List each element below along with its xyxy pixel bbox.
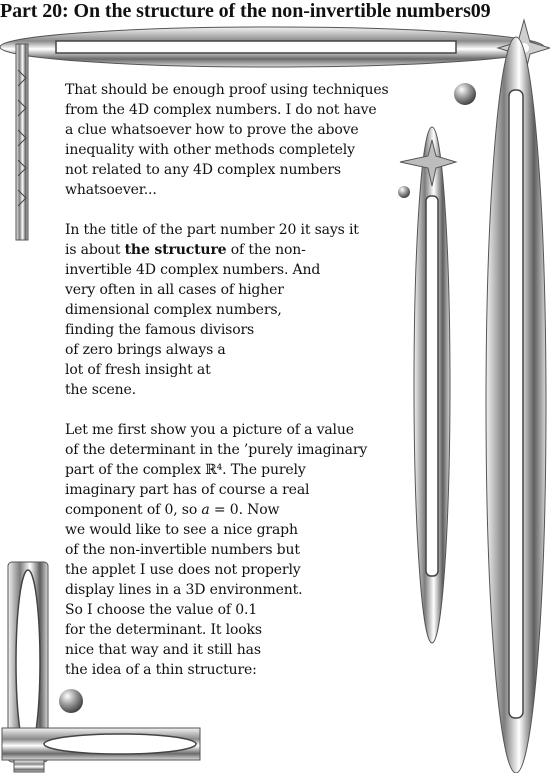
text-line: from the 4D complex numbers. I do not have bbox=[65, 102, 377, 118]
text-line: That should be enough proof using techniques bbox=[65, 82, 389, 98]
paragraph-2 bbox=[65, 220, 359, 400]
text-line: inequality with other methods completely bbox=[65, 142, 355, 158]
left-vertical-strip bbox=[16, 44, 28, 240]
text-line: very often in all cases of higher bbox=[65, 282, 284, 298]
text-line: a clue whatsoever how to prove the above bbox=[65, 122, 359, 138]
text-line: invertible 4D complex numbers. And bbox=[65, 262, 321, 278]
text-line: we would like to see a nice graph bbox=[65, 522, 298, 538]
text-line: not related to any 4D complex numbers bbox=[65, 162, 341, 178]
text-line: of the determinant in the ’purely imaginary bbox=[65, 442, 368, 458]
text-line: lot of fresh insight at bbox=[65, 362, 211, 378]
text-line: the applet I use does not properly bbox=[65, 562, 301, 578]
bottom-horizontal-bar bbox=[2, 728, 200, 772]
text-line: finding the famous divisors bbox=[65, 322, 255, 338]
paragraph-3 bbox=[65, 420, 367, 680]
text-line: component of 0, so a = 0. Now bbox=[65, 502, 280, 518]
text-line: for the determinant. It looks bbox=[65, 622, 262, 638]
text-line: So I choose the value of 0.1 bbox=[65, 602, 258, 618]
paragraph-1 bbox=[65, 80, 389, 200]
right-large-oval-frame bbox=[486, 37, 546, 773]
text-line: imaginary part has of course a real bbox=[65, 482, 310, 498]
metal-ball-bottom bbox=[59, 689, 83, 713]
text-line: Let me first show you a picture of a value bbox=[65, 422, 354, 438]
math-variable-a: a bbox=[201, 502, 210, 518]
top-oval-frame bbox=[0, 27, 544, 67]
page-title: Part 20: On the structure of the non-invertible numbers09 bbox=[0, 0, 491, 22]
metal-ball-top bbox=[454, 83, 476, 105]
text-line: nice that way and it still has bbox=[65, 642, 261, 658]
text-line: of zero brings always a bbox=[65, 342, 226, 358]
text-line: the scene. bbox=[65, 382, 136, 398]
text-line: the idea of a thin structure: bbox=[65, 662, 257, 678]
bold-phrase: the structure bbox=[124, 242, 227, 258]
math-r4: ℝ⁴ bbox=[205, 462, 223, 478]
text-line: whatsoever... bbox=[65, 182, 157, 198]
text-line: In the title of the part number 20 it says it bbox=[65, 222, 359, 238]
right-middle-oval-frame bbox=[414, 127, 450, 643]
text-line: part of the complex ℝ⁴. The purely bbox=[65, 462, 306, 478]
text-line: of the non-invertible numbers but bbox=[65, 542, 300, 558]
text-line: dimensional complex numbers, bbox=[65, 302, 282, 318]
text-line: display lines in a 3D environment. bbox=[65, 582, 303, 598]
text-line: is about the structure of the non- bbox=[65, 242, 306, 258]
